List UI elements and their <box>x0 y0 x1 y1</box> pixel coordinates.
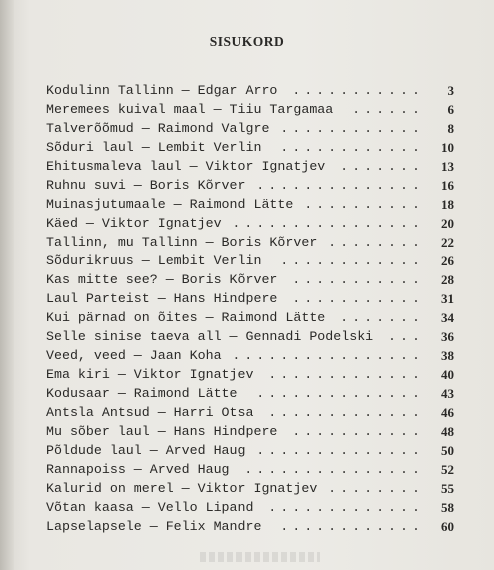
toc-leader-dots: .............. <box>256 386 424 401</box>
toc-entry-title: Ruhnu suvi — Boris Kõrver <box>46 177 246 193</box>
toc-row <box>46 347 454 366</box>
toc-leader-dots: ............ <box>280 120 424 136</box>
toc-entry-title: Tallinn, mu Tallinn — Boris Kõrver <box>46 234 318 250</box>
toc-entry-title: Kodusaar — Raimond Lätte <box>46 386 238 401</box>
toc-leader-dots: ........... <box>292 83 424 98</box>
toc-leader-dots: ................ <box>232 215 424 231</box>
toc-page-number: 22 <box>441 234 454 250</box>
toc-leader-dots: ............ <box>280 253 424 269</box>
toc-leader-dots: ........... <box>292 423 424 439</box>
toc-entry-title: Lapselapsele — Felix Mandre <box>46 518 262 534</box>
toc-entry-title: Põldude laul — Arved Haug <box>46 442 246 458</box>
toc-page-number: 31 <box>441 291 454 307</box>
toc-entry-title: Veed, veed — Jaan Koha <box>46 348 222 364</box>
toc-leader-dots: .......... <box>304 196 424 212</box>
toc-page-number: 36 <box>441 329 454 345</box>
table-of-contents <box>46 82 454 537</box>
toc-leader-dots: ............ <box>280 518 424 534</box>
toc-page-number: 50 <box>441 442 454 458</box>
toc-row <box>46 328 454 347</box>
toc-row <box>46 309 454 328</box>
toc-page-number: 10 <box>441 139 454 155</box>
toc-leader-dots: ... <box>388 329 424 345</box>
toc-leader-dots: ............ <box>280 139 424 155</box>
toc-row <box>46 234 454 253</box>
toc-page-number: 58 <box>441 499 454 515</box>
toc-page-number: 8 <box>447 120 454 136</box>
toc-leader-dots: ....... <box>340 310 424 326</box>
toc-row <box>46 215 454 234</box>
toc-page-number: 38 <box>441 348 454 364</box>
toc-entry-title: Antsla Antsud — Harri Otsa <box>46 404 254 420</box>
toc-row <box>46 252 454 271</box>
toc-row <box>46 480 454 499</box>
toc-page-number: 43 <box>441 386 454 401</box>
toc-entry-title: Meremees kuival maal — Tiiu Targamaa <box>46 101 334 117</box>
toc-leader-dots: .............. <box>256 442 424 458</box>
toc-row <box>46 158 454 177</box>
toc-entry-title: Mu sõber laul — Hans Hindpere <box>46 423 278 439</box>
toc-page-number: 60 <box>441 518 454 534</box>
toc-leader-dots: ............... <box>244 461 424 477</box>
toc-entry-title: Muinasjutumaale — Raimond Lätte <box>46 196 294 212</box>
toc-row <box>46 82 454 101</box>
toc-entry-title: Sõduri laul — Lembit Verlin <box>46 139 262 155</box>
toc-leader-dots: ....... <box>340 158 424 174</box>
toc-page-number: 26 <box>441 253 454 269</box>
toc-entry-title: Ema kiri — Viktor Ignatjev <box>46 367 254 383</box>
toc-leader-dots: ............. <box>268 367 424 383</box>
toc-row <box>46 442 454 461</box>
toc-entry-title: Talverõõmud — Raimond Valgre <box>46 120 270 136</box>
toc-leader-dots: ...... <box>352 101 424 117</box>
toc-entry-title: Võtan kaasa — Vello Lipand <box>46 499 254 515</box>
toc-row <box>46 404 454 423</box>
toc-page-number: 20 <box>441 215 454 231</box>
toc-leader-dots: ........... <box>292 291 424 307</box>
toc-row <box>46 120 454 139</box>
toc-row <box>46 423 454 442</box>
toc-entry-title: Kalurid on merel — Viktor Ignatjev <box>46 480 318 496</box>
toc-page-number: 55 <box>441 480 454 496</box>
page-gutter <box>0 0 14 570</box>
toc-page-number: 6 <box>447 101 454 117</box>
toc-page-number: 13 <box>441 158 454 174</box>
toc-entry-title: Kas mitte see? — Boris Kõrver <box>46 272 278 288</box>
contents-heading: SISUKORD <box>209 34 285 49</box>
toc-page-number: 28 <box>441 272 454 288</box>
toc-row <box>46 271 454 290</box>
toc-page-number: 46 <box>441 404 454 420</box>
toc-row <box>46 461 454 480</box>
toc-entry-title: Käed — Viktor Ignatjev <box>46 215 222 231</box>
toc-row <box>46 499 454 518</box>
toc-entry-title: Rannapoiss — Arved Haug <box>46 461 230 477</box>
toc-entry-title: Sõdurikruus — Lembit Verlin <box>46 253 262 269</box>
bleed-through-text <box>200 552 320 562</box>
toc-row <box>46 290 454 309</box>
toc-entry-title: Selle sinise taeva all — Gennadi Podelski <box>46 329 374 345</box>
toc-row <box>46 196 454 215</box>
toc-leader-dots: ........ <box>328 480 424 496</box>
toc-entry-title: Ehitusmaleva laul — Viktor Ignatjev <box>46 158 326 174</box>
toc-page-number: 34 <box>441 310 454 326</box>
toc-row <box>46 518 454 537</box>
toc-leader-dots: ............. <box>268 404 424 420</box>
toc-row <box>46 385 454 404</box>
toc-entry-title: Laul Parteist — Hans Hindpere <box>46 291 278 307</box>
toc-leader-dots: ............. <box>268 499 424 515</box>
toc-leader-dots: .............. <box>256 177 424 193</box>
toc-row <box>46 101 454 120</box>
toc-page-number: 40 <box>441 367 454 383</box>
toc-entry-title: Kodulinn Tallinn — Edgar Arro <box>46 83 278 98</box>
toc-row <box>46 366 454 385</box>
toc-leader-dots: ........... <box>292 272 424 288</box>
toc-row <box>46 177 454 196</box>
toc-page-number: 18 <box>441 196 454 212</box>
toc-leader-dots: ........ <box>328 234 424 250</box>
toc-entry-title: Kui pärnad on õites — Raimond Lätte <box>46 310 326 326</box>
toc-page-number: 48 <box>441 423 454 439</box>
toc-page-number: 3 <box>447 83 454 98</box>
toc-page-number: 52 <box>441 461 454 477</box>
toc-row <box>46 139 454 158</box>
toc-leader-dots: ................ <box>232 348 424 364</box>
toc-page-number: 16 <box>441 177 454 193</box>
